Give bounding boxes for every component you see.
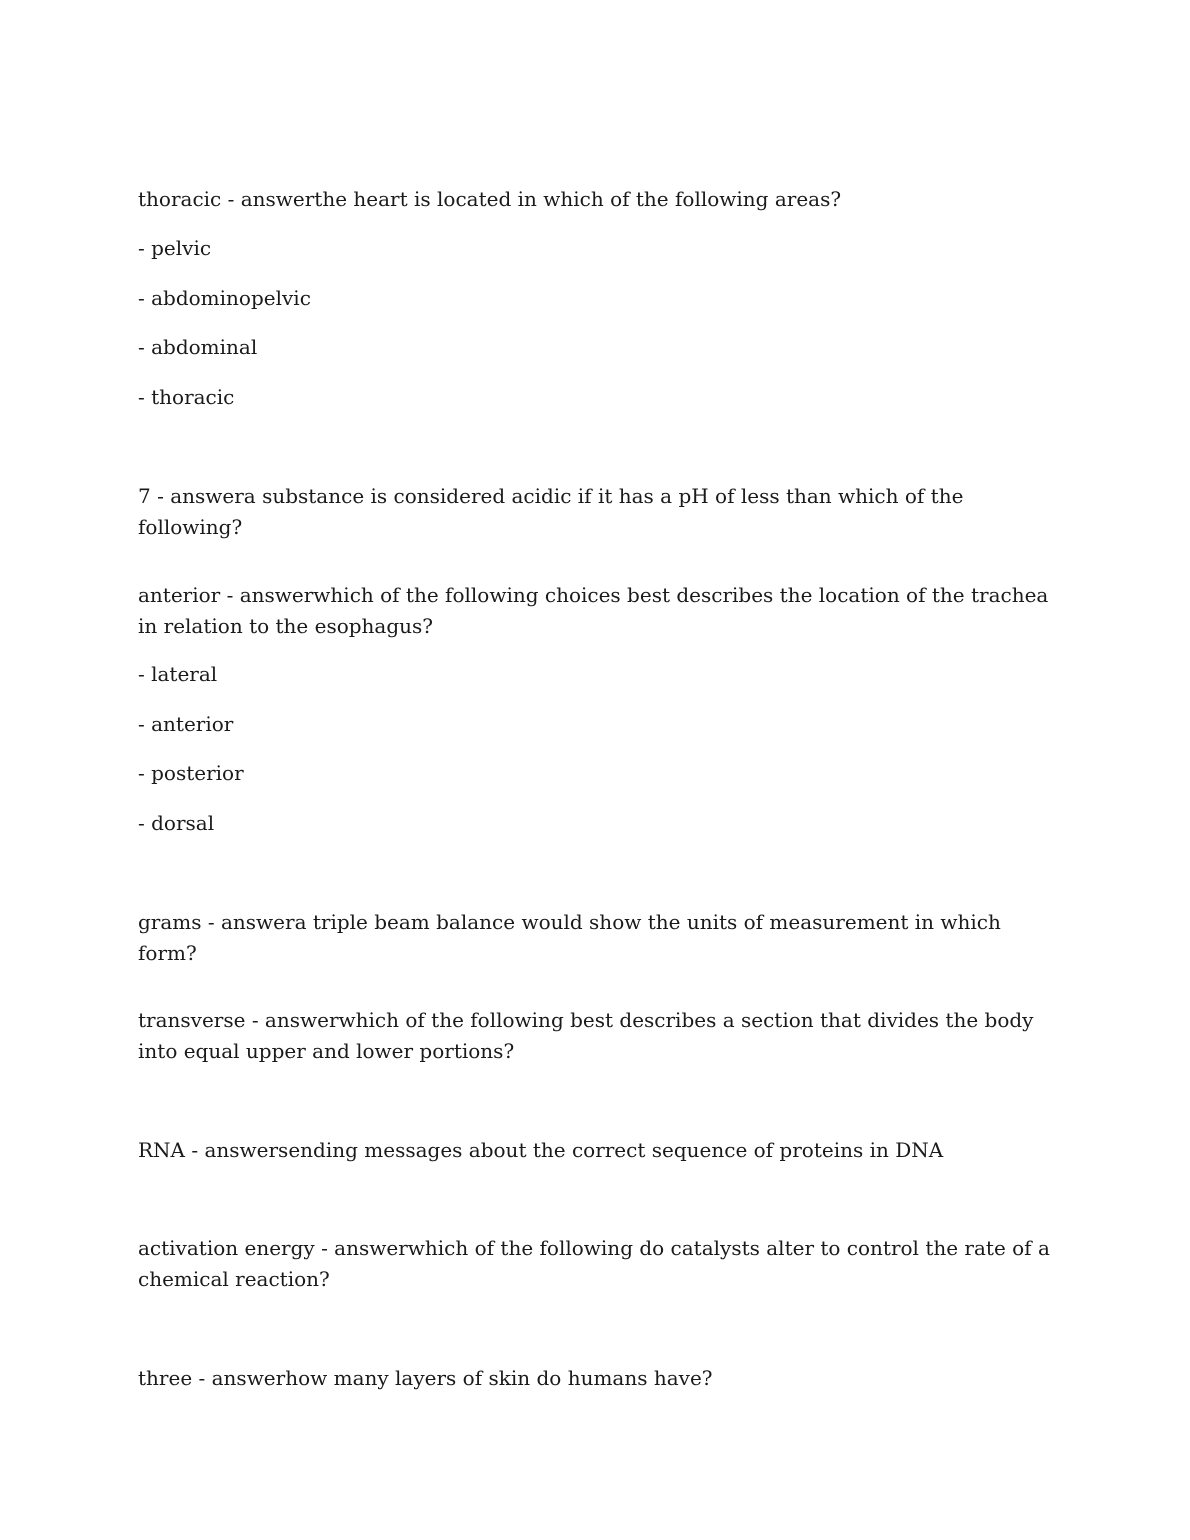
q3-option-2: - anterior [138,712,234,736]
q6-question: RNA - answersending messages about the correct sequence of proteins in DNA [138,1138,944,1162]
q2-question: 7 - answera substance is considered acidic if it has a pH of less than which of the following? [138,484,964,539]
q1-option-4: - thoracic [138,385,235,409]
q3-option-4: - dorsal [138,811,215,835]
q3-option-3: - posterior [138,761,244,785]
q5-question: transverse - answerwhich of the following best describes a section that divides the body into equal upper and lower portions? [138,1008,1034,1063]
q1-question: thoracic - answerthe heart is located in which of the following areas? [138,187,842,211]
q1-option-2: - abdominopelvic [138,286,311,310]
q3-question: anterior - answerwhich of the following choices best describes the location of the trachea in relation to the esophagus? [138,583,1049,638]
q1-option-1: - pelvic [138,236,212,260]
q1-option-3: - abdominal [138,335,258,359]
q7-question: activation energy - answerwhich of the following do catalysts alter to control the rate of a chemical reaction? [138,1236,1050,1291]
q8-question: three - answerhow many layers of skin do humans have? [138,1366,713,1390]
q3-option-1: - lateral [138,662,218,686]
q4-question: grams - answera triple beam balance would show the units of measurement in which form? [138,910,1001,965]
